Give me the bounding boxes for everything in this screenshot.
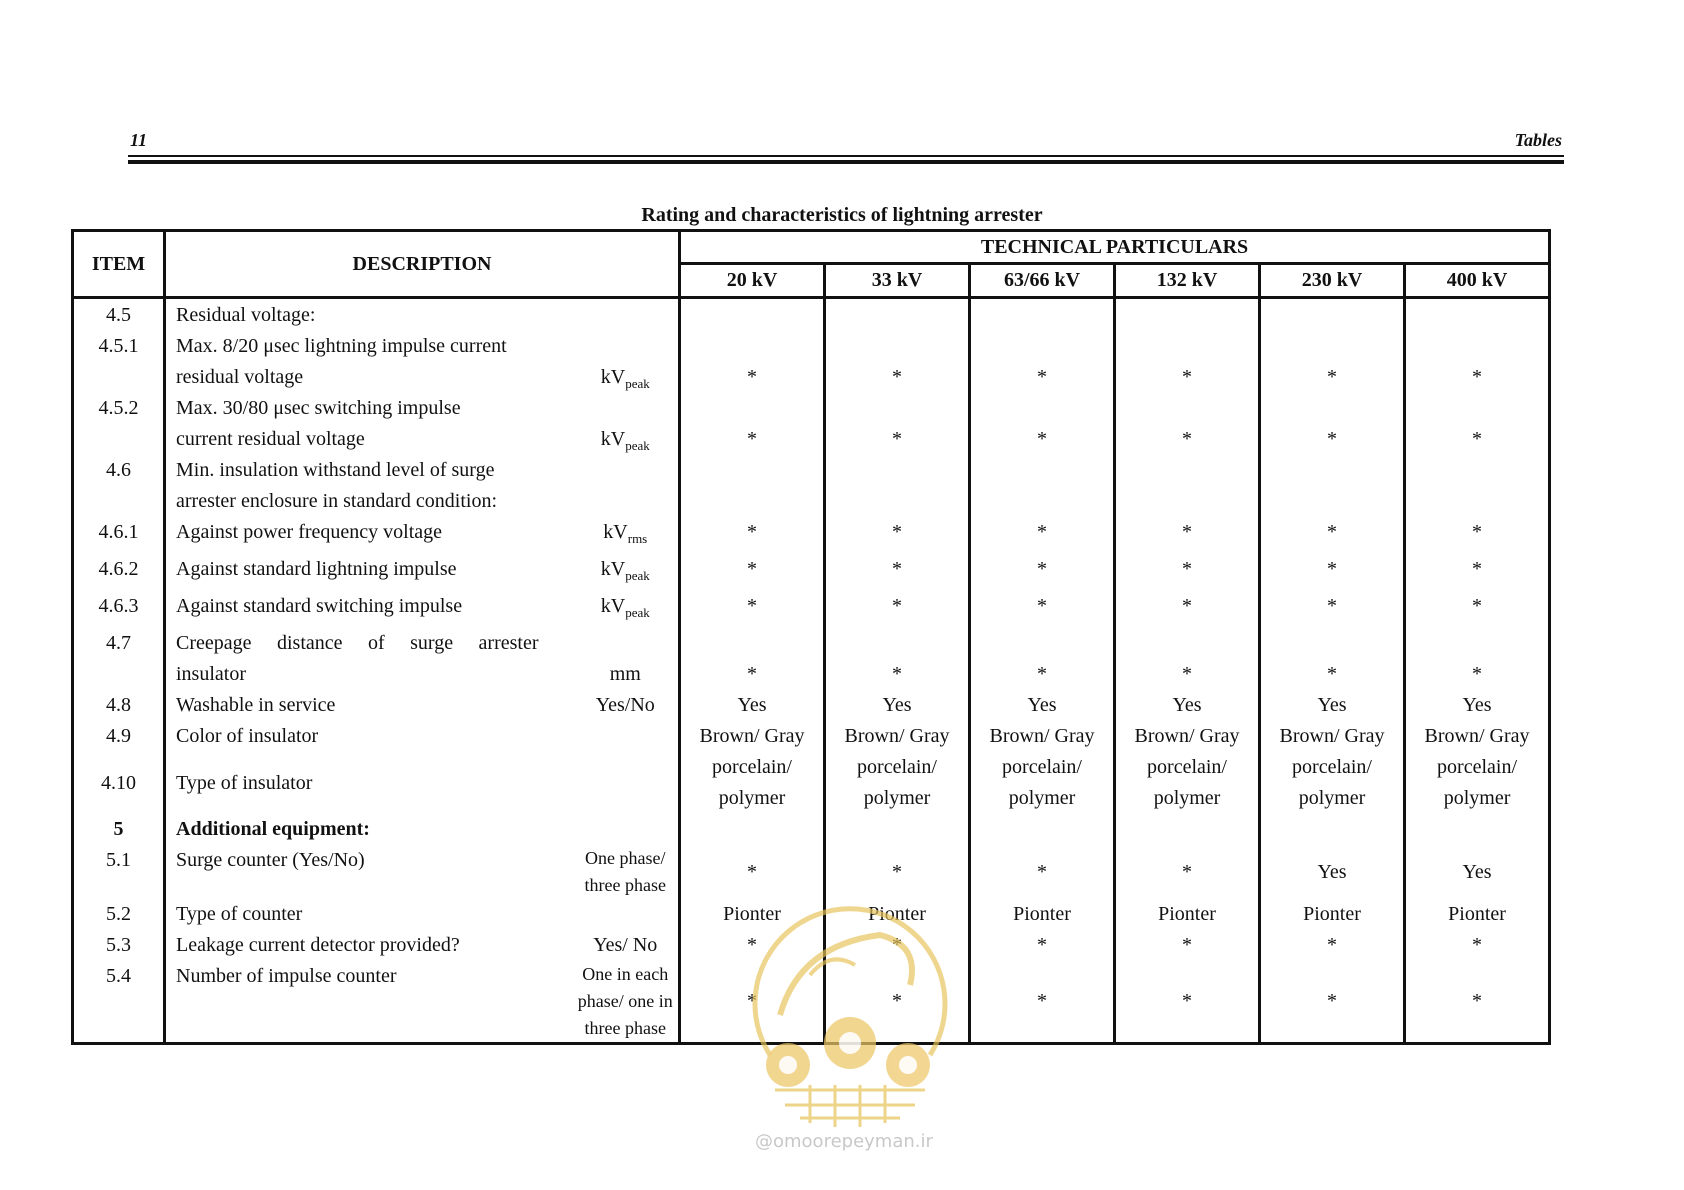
value-cell: * (1405, 554, 1550, 591)
value-cell: porcelain/ (857, 756, 937, 778)
value-cell: * (680, 554, 825, 591)
col-header-132kv: 132 kV (1115, 264, 1260, 298)
col-header-20kv: 20 kV (680, 264, 825, 298)
table-row: 4.10 Type of insulator porcelain/ polymer porcelain/ polymer porcelain/ polymer porcelain/ polymer porcelain/ polymer porcelain/ polymer (73, 752, 1550, 814)
col-header-400kv: 400 kV (1405, 264, 1550, 298)
item-description: Leakage current detector provided? (165, 930, 573, 961)
value-cell: * (970, 845, 1115, 899)
value-cell: * (1327, 663, 1338, 685)
section-heading: Additional equipment: (165, 814, 573, 845)
table-title: Rating and characteristics of lightning arrester (641, 204, 1043, 226)
item-description: Color of insulator (165, 721, 573, 752)
value-cell: * (1260, 930, 1405, 961)
unit: $kV_{peak}$ (600, 366, 650, 391)
value-cell: * (1260, 591, 1405, 628)
item-description: Max. 8/20 μsec lightning impulse current (176, 335, 507, 357)
value-cell: * (747, 428, 758, 450)
item-number: 4.5 (73, 298, 165, 332)
item-number: 4.6.2 (73, 554, 165, 591)
value-cell: * (892, 663, 903, 685)
value-cell: * (970, 961, 1115, 1044)
value-cell: * (680, 845, 825, 899)
value-cell: porcelain/ (1437, 756, 1518, 778)
value-cell: Yes (1260, 845, 1405, 899)
value-cell: * (970, 517, 1115, 554)
value-cell: * (1115, 591, 1260, 628)
value-cell: Yes (680, 690, 825, 721)
unit: Yes/No (573, 690, 680, 721)
item-description: Against standard switching impulse (165, 591, 573, 628)
value-cell: * (1182, 366, 1193, 388)
value-cell: * (1115, 517, 1260, 554)
value-cell: * (1182, 663, 1193, 685)
value-cell: porcelain/ (1147, 756, 1227, 778)
item-number: 4.5.1 (98, 335, 139, 357)
item-description: Number of impulse counter (165, 961, 573, 1044)
value-cell: Brown/ Gray (1260, 721, 1405, 752)
value-cell: * (825, 961, 970, 1044)
unit: One phase/ (585, 848, 666, 868)
value-cell: * (680, 591, 825, 628)
value-cell: * (1182, 428, 1193, 450)
table-row (73, 721, 1550, 752)
value-cell: * (1115, 554, 1260, 591)
section-title: Tables (1514, 130, 1562, 150)
value-cell: * (970, 591, 1115, 628)
table-row (73, 591, 1550, 628)
table-row (73, 331, 1550, 393)
value-cell: * (1405, 930, 1550, 961)
value-cell: * (1472, 366, 1483, 388)
watermark-url: @omoorepeyman.ir (755, 1131, 933, 1152)
item-number: 5 (73, 814, 165, 845)
table-row (73, 628, 1550, 690)
value-cell: Pionter (1115, 899, 1260, 930)
item-description-cont: arrester enclosure in standard condition: (176, 490, 497, 512)
value-cell: * (1037, 428, 1048, 450)
value-cell: * (825, 845, 970, 899)
item-description: Against power frequency voltage (165, 517, 573, 554)
value-cell: * (1037, 366, 1048, 388)
unit: Yes/ No (573, 930, 680, 961)
watermark-seal-icon (740, 905, 960, 1130)
header-rule-thick (128, 160, 1564, 164)
value-cell: * (680, 517, 825, 554)
col-header-technical: TECHNICAL PARTICULARS (680, 231, 1550, 264)
value-cell: porcelain/ (712, 756, 792, 778)
value-cell: * (970, 554, 1115, 591)
value-cell: * (825, 517, 970, 554)
col-header-description: DESCRIPTION (165, 231, 680, 298)
value-cell: porcelain/ (1002, 756, 1082, 778)
value-cell: * (1472, 663, 1483, 685)
page-header (128, 126, 1564, 148)
value-cell: Yes (825, 690, 970, 721)
value-cell: * (825, 930, 970, 961)
value-cell: * (1405, 517, 1550, 554)
item-number: 4.6.1 (73, 517, 165, 554)
item-number: 5.3 (73, 930, 165, 961)
value-cell: Brown/ Gray (1115, 721, 1260, 752)
table-row (73, 298, 1550, 332)
value-cell: Pionter (970, 899, 1115, 930)
value-cell: Pionter (825, 899, 970, 930)
value-cell: Yes (1260, 690, 1405, 721)
table-row (73, 517, 1550, 554)
item-number: 4.6.3 (73, 591, 165, 628)
unit: One in each (582, 964, 669, 984)
col-header-63kv: 63/66 kV (970, 264, 1115, 298)
item-description: Residual voltage: (165, 298, 573, 332)
value-cell: Yes (1405, 690, 1550, 721)
item-number: 5.2 (73, 899, 165, 930)
item-number: 4.5.2 (98, 397, 139, 419)
item-description: Type of counter (165, 899, 573, 930)
value-cell: * (1327, 428, 1338, 450)
value-cell: * (1115, 845, 1260, 899)
item-number: 4.10 (73, 752, 165, 814)
value-cell: * (825, 591, 970, 628)
value-cell: * (1405, 961, 1550, 1044)
unit: $kV_{peak}$ (573, 591, 680, 628)
value-cell: Pionter (1405, 899, 1550, 930)
value-cell: Brown/ Gray (970, 721, 1115, 752)
unit: $kV_{rms}$ (573, 517, 680, 554)
item-description: Min. insulation withstand level of surge (176, 459, 495, 481)
table-row: 5.1 Surge counter (Yes/No) One phase/ three phase * * * * Yes Yes (73, 845, 1550, 899)
col-header-33kv: 33 kV (825, 264, 970, 298)
item-number: 4.7 (106, 632, 131, 654)
value-cell: * (1115, 961, 1260, 1044)
item-number: 5.1 (73, 845, 165, 899)
item-number: 4.8 (73, 690, 165, 721)
value-cell: * (1472, 428, 1483, 450)
value-cell: * (1260, 961, 1405, 1044)
table-row: 5.4 Number of impulse counter One in each phase/ one in three phase * * * * * * (73, 961, 1550, 1044)
value-cell: Brown/ Gray (1405, 721, 1550, 752)
value-cell: * (747, 366, 758, 388)
item-description: Max. 30/80 μsec switching impulse (176, 397, 461, 419)
item-description: Type of insulator (165, 752, 573, 814)
value-cell: * (1115, 930, 1260, 961)
value-cell: Brown/ Gray (825, 721, 970, 752)
table-row (73, 690, 1550, 721)
item-description: Washable in service (165, 690, 573, 721)
value-cell: * (892, 366, 903, 388)
value-cell: porcelain/ (1292, 756, 1372, 778)
table-row (73, 554, 1550, 591)
unit: $kV_{peak}$ (600, 428, 650, 453)
value-cell: * (892, 428, 903, 450)
page-number: 11 (130, 130, 148, 150)
item-description-cont: insulator (176, 663, 246, 685)
value-cell: Yes (970, 690, 1115, 721)
item-number: 5.4 (73, 961, 165, 1044)
value-cell: * (1405, 591, 1550, 628)
item-number: 4.9 (73, 721, 165, 752)
table-row (73, 393, 1550, 455)
value-cell: * (1260, 517, 1405, 554)
item-description-cont: current residual voltage (176, 428, 365, 450)
col-header-item: ITEM (73, 231, 165, 298)
unit: $kV_{peak}$ (573, 554, 680, 591)
value-cell: * (680, 930, 825, 961)
value-cell: * (825, 554, 970, 591)
item-description: Against standard lightning impulse (165, 554, 573, 591)
value-cell: Yes (1115, 690, 1260, 721)
value-cell: * (1260, 554, 1405, 591)
value-cell: * (1327, 366, 1338, 388)
item-description-cont: residual voltage (176, 366, 304, 388)
unit: mm (609, 663, 641, 685)
value-cell: * (1037, 663, 1048, 685)
item-description: Creepage distance of surge arrester (176, 632, 539, 654)
value-cell: * (747, 663, 758, 685)
table-row (73, 814, 1550, 845)
table-row (73, 455, 1550, 517)
value-cell: * (970, 930, 1115, 961)
value-cell: Pionter (1260, 899, 1405, 930)
value-cell: Brown/ Gray (680, 721, 825, 752)
item-number: 4.6 (106, 459, 131, 481)
header-rule (128, 155, 1564, 157)
value-cell: Pionter (680, 899, 825, 930)
value-cell: Yes (1405, 845, 1550, 899)
value-cell: * (680, 961, 825, 1044)
col-header-230kv: 230 kV (1260, 264, 1405, 298)
item-description: Surge counter (Yes/No) (165, 845, 573, 899)
